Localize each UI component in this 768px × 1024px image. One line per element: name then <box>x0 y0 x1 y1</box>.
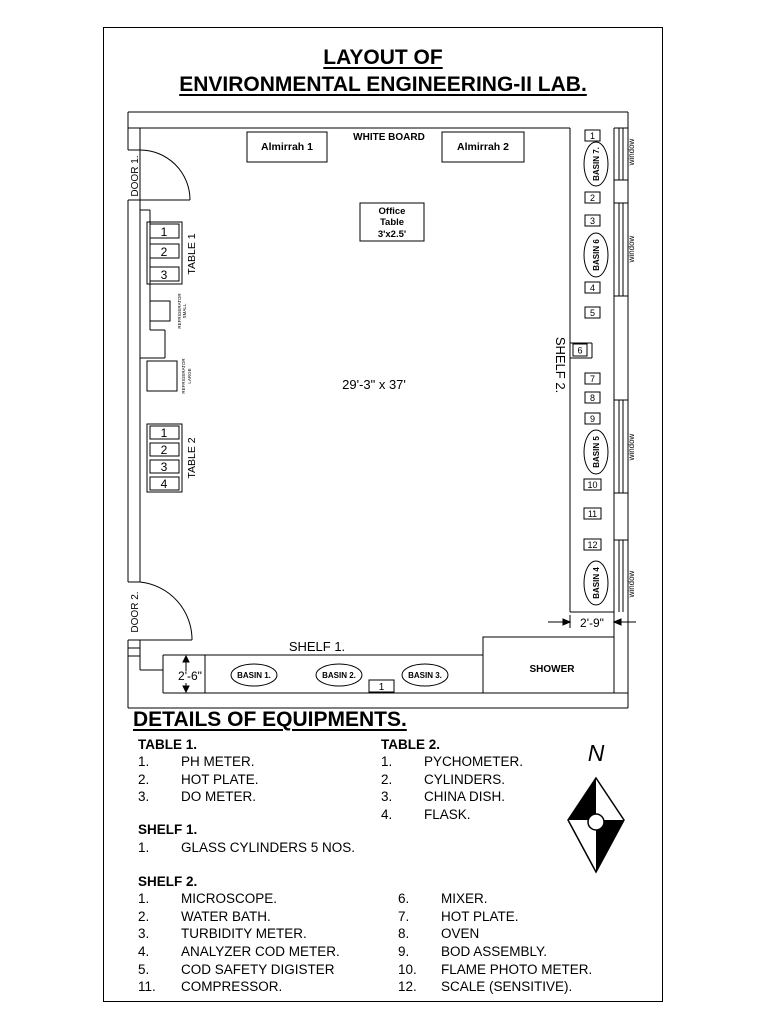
basin-2-label: BASIN 2. <box>322 671 356 680</box>
door-1-label: DOOR 1. <box>130 155 141 197</box>
north-label: N <box>587 740 605 766</box>
shelf-2-box-3: 3 <box>589 216 596 226</box>
basin-1-label: BASIN 1. <box>237 671 271 680</box>
shelf-2-title: SHELF 2. <box>138 874 198 889</box>
shelf-2-box-12: 12 <box>587 540 598 550</box>
shelf-2-box-8: 8 <box>589 393 596 403</box>
refrigerator-small-label-1: REFRIGERATOR <box>177 293 182 329</box>
shelf-2-box-5: 5 <box>589 308 596 318</box>
window-label-1: window <box>627 138 636 166</box>
shelf-2-box-4: 4 <box>589 283 596 293</box>
office-table-label-3: 3'x2.5' <box>377 229 407 240</box>
title-line-1: LAYOUT OF <box>323 46 443 69</box>
table-2-item-2: 2 <box>160 443 168 457</box>
basin-4-label: BASIN 4 <box>592 567 601 599</box>
shelf-2-label: SHELF 2. <box>553 336 568 394</box>
refrigerator-large <box>147 361 177 391</box>
refrigerator-large-label-1: REFRIGERATOR <box>181 358 186 394</box>
basin-6-label: BASIN 6 <box>592 239 601 271</box>
table-2-item-3: 3 <box>160 460 168 474</box>
shelf-2-box-6: 6 <box>577 345 583 356</box>
table-2-title: TABLE 2. <box>381 737 441 752</box>
shelf-1-label: SHELF 1. <box>288 639 346 654</box>
shelf-2-box-9: 9 <box>589 414 596 424</box>
north-arrow-icon <box>568 778 624 872</box>
shelf-1-title: SHELF 1. <box>138 822 198 837</box>
window-label-4: window <box>627 570 636 598</box>
shelf-2-box-7: 7 <box>589 374 596 384</box>
table-1-label: TABLE 1 <box>186 233 198 275</box>
almirrah-1-label: Almirrah 1 <box>261 141 313 153</box>
shelf-2-box-11: 11 <box>587 509 598 519</box>
table-1-item-3: 3 <box>160 268 168 282</box>
basin-3-label: BASIN 3. <box>408 671 442 680</box>
basin-7-label: BASIN 7. <box>592 147 601 181</box>
window-label-3: window <box>627 433 636 461</box>
shelf-2-box-10: 10 <box>587 480 598 490</box>
table-1-item-1: 1 <box>160 225 168 239</box>
shelf-1-box-1: 1 <box>378 682 385 693</box>
refrigerator-small <box>150 301 170 321</box>
window-label-2: window <box>627 235 636 263</box>
room-size-label: 29'-3" x 37' <box>342 377 406 392</box>
door-2-label: DOOR 2. <box>130 591 141 633</box>
shelf-2-box-1: 1 <box>589 131 596 141</box>
almirrah-2-label: Almirrah 2 <box>457 141 509 153</box>
shelf-1-width-dimension: 2'-6" <box>178 669 202 683</box>
refrigerator-large-label-2: LARGE <box>187 368 192 384</box>
refrigerator-small-label-2: SMALL <box>182 303 187 319</box>
office-table-label-2: Table <box>379 217 405 228</box>
table-1-item-2: 2 <box>160 245 168 259</box>
white-board-label: WHITE BOARD <box>353 132 425 143</box>
shower-label: SHOWER <box>529 664 575 675</box>
table-1-title: TABLE 1. <box>138 737 198 752</box>
table-2-label: TABLE 2 <box>186 437 198 479</box>
office-table-label-1: Office <box>378 206 406 217</box>
shelf-2-width-dimension: 2'-9" <box>580 616 604 630</box>
title-line-2: ENVIRONMENTAL ENGINEERING-II LAB. <box>179 73 587 96</box>
basin-5-label: BASIN 5 <box>592 436 601 468</box>
details-heading: DETAILS OF EQUIPMENTS. <box>133 708 407 731</box>
shelf-2-box-2: 2 <box>589 193 596 203</box>
table-2-item-1: 1 <box>160 426 168 440</box>
table-2-item-4: 4 <box>160 477 168 491</box>
